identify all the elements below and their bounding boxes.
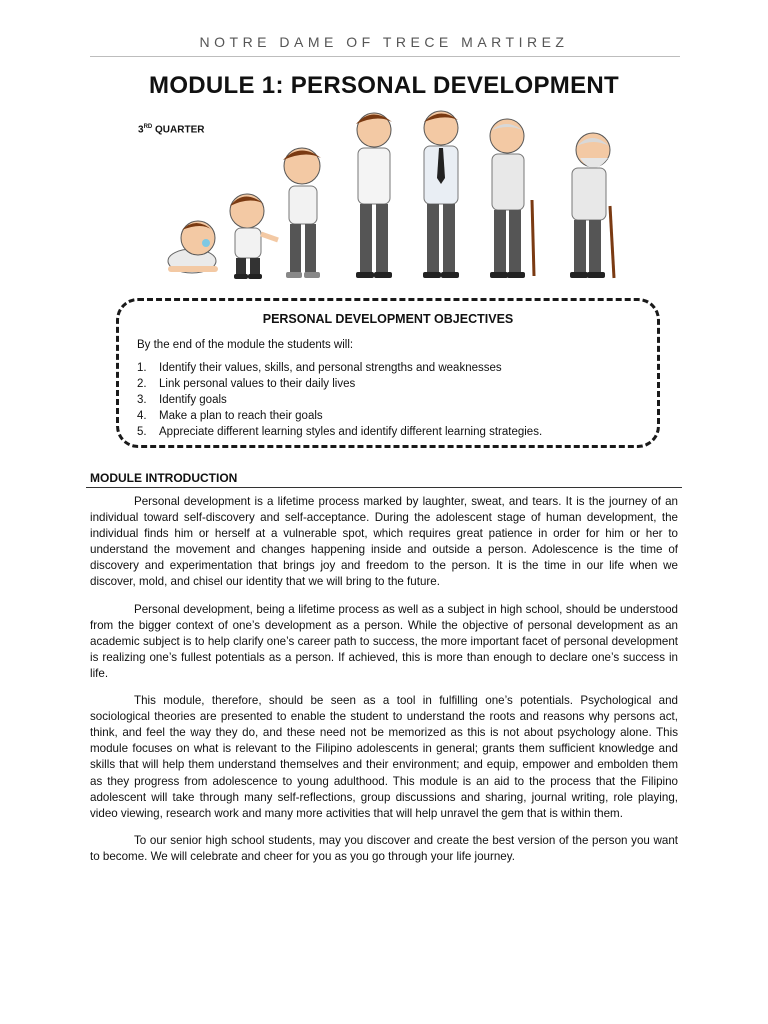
- introduction-body: [90, 494, 678, 876]
- paragraph: This module, therefore, should be seen as a tool in fulfilling one’s potentials. Psychological and sociological theories are presented to enable the student to understand the roots and reasons why persons act, think, and feel the way they do, and these need not be memorized as this is not about psychology alone. This module focuses on what is relevant to the Filipino adolescents in general; grants them sufficient knowledge and skills that will help them understand themselves and their environment; and equip, empower and embolden them as they progress from adolescence to young adulthood. This module is an aid to the process that the Filipino adolescent will take through many self-reflections, group discussions and sharing, journal writing, role playing, video viewing, research work and many more activities that will help unravel the gem that is within them.: [90, 694, 678, 820]
- list-item: [137, 424, 542, 440]
- list-item-number: 1.: [137, 362, 147, 374]
- list-item-number: 3.: [137, 394, 147, 406]
- header-divider: [90, 56, 680, 57]
- list-item: [137, 360, 542, 376]
- older-man-figure: [490, 119, 534, 278]
- quarter-suffix: RD: [143, 124, 153, 130]
- list-item-number: 2.: [137, 378, 147, 390]
- list-item-text: Identify goals: [159, 394, 227, 406]
- list-item-text: Link personal values to their daily lives: [159, 378, 356, 390]
- list-item: [137, 376, 542, 392]
- quarter-text: QUARTER: [155, 124, 205, 136]
- list-item: [137, 392, 542, 408]
- section-divider: [86, 487, 682, 488]
- adult-figure: [423, 111, 459, 278]
- objectives-title: PERSONAL DEVELOPMENT OBJECTIVES: [262, 312, 514, 326]
- child-figure: [283, 148, 321, 278]
- baby-figure: [168, 221, 218, 273]
- paragraph: Personal development, being a lifetime process as well as a subject in high school, should be understood from the bigger context of one’s development as a person. While the objective of personal development as an academic subject is to help clarify one’s career path to success, the more important facet of personal development is realizing one’s fullest potentials as a person. If achieved, this is more than enough to declare one’s success in life.: [90, 602, 678, 680]
- objectives-box: [116, 298, 660, 448]
- school-header: NOTRE DAME OF TRECE MARTIREZ: [199, 34, 569, 50]
- objectives-list: [137, 360, 542, 440]
- paragraph: Personal development is a lifetime process marked by laughter, sweat, and tears. It is the journey of an individual toward self-discovery and self-acceptance. During the adolescent stage of human development, the individual finds him or herself at a vulnerable spot, which requires great patience in order for him or her to understand the movement and changes happening inside and outside a person. Adolescence is the time of discovery and experimentation that brings joy and freedom to the person. It is the time in our life when we discover, mold, and chisel our identity that we will bring to the future.: [90, 495, 678, 589]
- list-item-text: Appreciate different learning styles and identify different learning strategies.: [159, 426, 543, 438]
- paragraph: To our senior high school students, may you discover and create the best version of the person you want to become. We will celebrate and cheer for you as you go through your life journey.: [90, 833, 678, 863]
- quarter-ordinal: 3: [138, 124, 144, 136]
- list-item-text: Identify their values, skills, and personal strengths and weaknesses: [159, 362, 502, 374]
- list-item-number: 5.: [137, 426, 147, 438]
- list-item-number: 4.: [137, 410, 147, 422]
- module-title: MODULE 1: PERSONAL DEVELOPMENT: [149, 72, 619, 99]
- life-stages-illustration: [140, 108, 630, 288]
- objectives-intro: By the end of the module the students will:: [137, 339, 354, 351]
- section-heading: MODULE INTRODUCTION: [90, 471, 238, 485]
- list-item: [137, 408, 542, 424]
- list-item-text: Make a plan to reach their goals: [159, 410, 323, 422]
- teen-figure: [356, 113, 392, 278]
- elderly-man-figure: [570, 133, 614, 278]
- toddler-figure: [230, 194, 278, 279]
